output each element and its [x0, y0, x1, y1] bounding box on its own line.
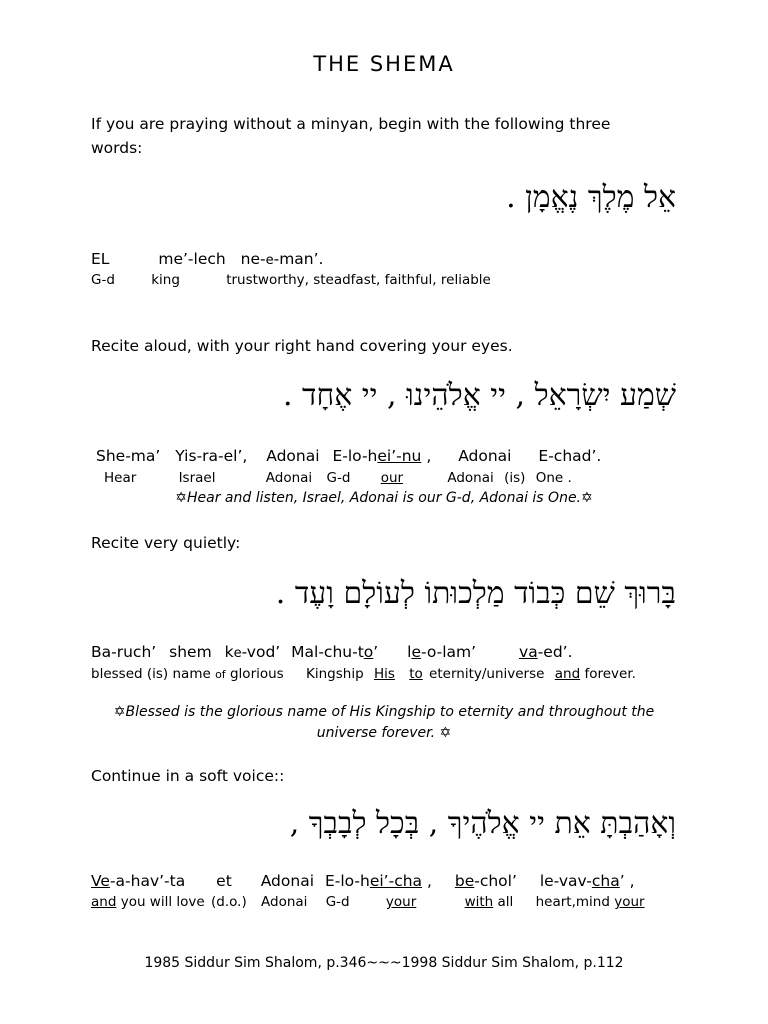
intro-line-2: words: — [91, 139, 143, 157]
instruction-soft-voice: Continue in a soft voice:: — [91, 767, 285, 785]
translit-el-melech — [91, 250, 323, 268]
hebrew-baruch-shem: בָּרוּךְ שֵׁם כְּבוֹד מַלְכוּתוֹ לְעוֹלָם וָעֶד . — [275, 576, 676, 611]
hebrew-veahavta: וְאָהַבְתָּ אֵת יי אֱלֹהֶיךָ , בְּכָל לְבָבְךָ , — [289, 806, 676, 841]
translit-word: E-lo-h — [332, 447, 378, 465]
translit-word: -man’. — [273, 250, 324, 268]
star-of-david-icon: ✡ — [439, 725, 452, 741]
footer-citation: 1985 Siddur Sim Shalom, p.346~~~1998 Siddur Sim Shalom, p.112 — [144, 955, 624, 971]
translit-word: Yis-ra-el’, — [175, 447, 248, 465]
translit-word: me’-lech — [158, 250, 226, 268]
intro-line-1: If you are praying without a minyan, begin with the following three — [91, 115, 611, 133]
translit-word: ’ — [373, 643, 379, 661]
translit-word: ’ , — [619, 872, 635, 890]
translit-word: Ba-ruch’ — [91, 643, 157, 661]
translation-text: Blessed is the glorious name of His Kingship to eternity and throughout the — [125, 704, 655, 720]
translit-word: Adonai — [266, 447, 320, 465]
translit-word: -a-hav’-ta — [109, 872, 186, 890]
translit-word: ne- — [240, 250, 266, 268]
star-of-david-icon: ✡ — [175, 490, 187, 506]
gloss-word: G-d — [326, 470, 351, 486]
gloss-word: and — [91, 894, 117, 910]
translit-word: -vod’ — [241, 643, 281, 661]
translit-word: E-lo-h — [324, 872, 370, 890]
translit-word: , — [426, 447, 432, 465]
translit-word: EL — [91, 250, 110, 268]
translit-word: l — [407, 643, 412, 661]
gloss-word: heart,mind — [535, 894, 610, 910]
gloss-shema — [104, 470, 572, 486]
gloss-word: trustworthy, steadfast, faithful, reliable — [226, 272, 491, 288]
translit-word: e — [411, 643, 421, 661]
translit-shema — [96, 447, 601, 465]
gloss-word: forever. — [584, 666, 636, 682]
gloss-word: (is) — [504, 470, 526, 486]
gloss-word: G-d — [91, 272, 115, 288]
translit-word: k — [224, 643, 234, 661]
hebrew-el-melech: אֵל מֶלֶךְ נֶאֱמָן . — [506, 180, 676, 215]
translation-shema — [0, 490, 768, 506]
translit-word: e — [265, 253, 274, 268]
gloss-word: Adonai — [447, 470, 494, 486]
gloss-word: of — [215, 668, 226, 681]
translit-word: -ed’. — [537, 643, 573, 661]
translit-word: e — [233, 646, 242, 661]
translation-baruch-line-2 — [0, 725, 768, 741]
gloss-word: G-d — [325, 894, 350, 910]
instruction-recite-aloud: Recite aloud, with your right hand covering your eyes. — [91, 337, 513, 355]
star-of-david-icon: ✡ — [113, 704, 126, 720]
gloss-word: with — [464, 894, 494, 910]
gloss-word: name — [172, 666, 211, 682]
gloss-word: to — [409, 666, 423, 682]
gloss-word: Hear — [104, 470, 137, 486]
translit-word: o — [363, 643, 374, 661]
translit-baruch-shem — [91, 643, 573, 661]
gloss-word: Kingship — [306, 666, 364, 682]
translit-word: -chol’ — [474, 872, 517, 890]
translit-word: et — [216, 872, 232, 890]
star-of-david-icon: ✡ — [581, 490, 593, 506]
gloss-word: all — [497, 894, 514, 910]
gloss-word: Adonai — [261, 894, 308, 910]
gloss-word: blessed (is) — [91, 666, 169, 682]
gloss-word: glorious — [229, 666, 284, 682]
translit-word: ei’-nu — [377, 447, 422, 465]
gloss-word: One . — [535, 470, 572, 486]
translation-text: Hear and listen, Israel, Adonai is our G-d, Adonai is One. — [186, 490, 582, 506]
translit-word: Ve — [91, 872, 110, 890]
translit-word: She-ma’ — [96, 447, 161, 465]
translit-word: Adonai — [260, 872, 314, 890]
gloss-word: your — [385, 894, 417, 910]
translit-veahavta — [91, 872, 635, 890]
page-title: THE SHEMA — [313, 52, 455, 76]
gloss-veahavta — [91, 894, 645, 910]
translit-word: be — [454, 872, 475, 890]
translit-word: , — [426, 872, 432, 890]
translit-word: le-vav- — [539, 872, 592, 890]
gloss-el-melech — [91, 272, 491, 288]
gloss-word: you will love — [120, 894, 205, 910]
gloss-word: Israel — [178, 470, 216, 486]
translit-word: -o-lam’ — [421, 643, 477, 661]
gloss-word: our — [380, 470, 404, 486]
translit-word: ei’-cha — [369, 872, 423, 890]
translit-word: shem — [169, 643, 212, 661]
translit-word: va — [519, 643, 538, 661]
gloss-word: and — [554, 666, 581, 682]
gloss-word: king — [151, 272, 180, 288]
gloss-word: His — [373, 666, 395, 682]
gloss-word: Adonai — [265, 470, 313, 486]
hebrew-shema: שְׁמַע יִשְׂרָאֵל , יי אֱלֹהֵינוּ , יי אֶחָד . — [282, 378, 676, 413]
translit-word: cha — [591, 872, 620, 890]
translation-text: universe forever. — [316, 725, 436, 741]
gloss-baruch-shem — [91, 666, 636, 682]
translit-word: E-chad’. — [538, 447, 602, 465]
translation-baruch-line-1 — [0, 704, 768, 720]
gloss-word: (d.o.) — [211, 894, 247, 910]
translit-word: Adonai — [458, 447, 512, 465]
gloss-word: your — [614, 894, 645, 910]
translit-word: Mal-chu-t — [291, 643, 364, 661]
instruction-recite-quietly: Recite very quietly: — [91, 534, 241, 552]
gloss-word: eternity/universe — [429, 666, 545, 682]
